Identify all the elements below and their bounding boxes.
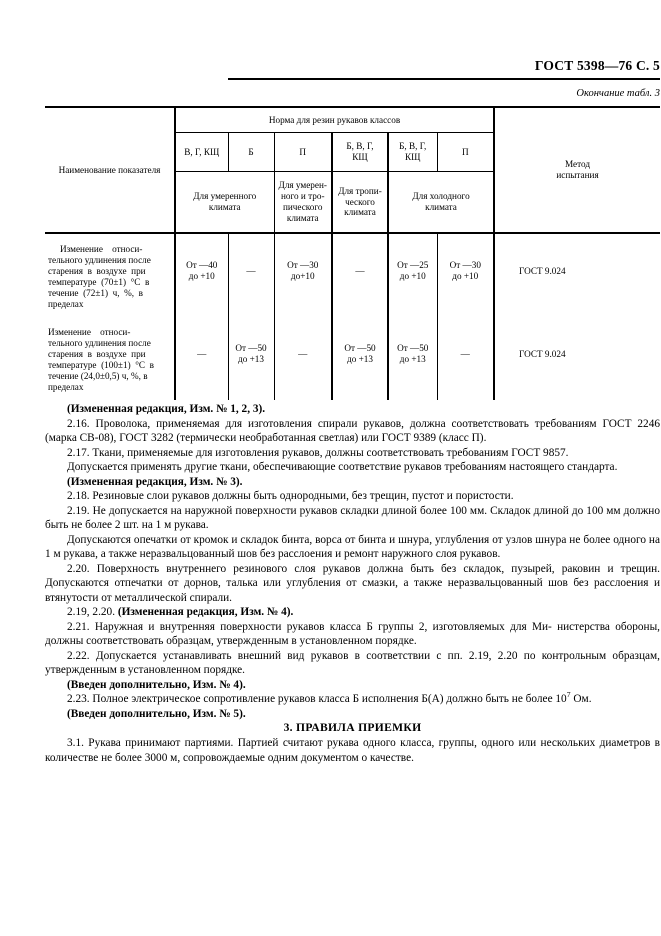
row-indicator: Изменение относи- тельного удлинения после старения в воздухе при температуре (70±1) °С в течение (72±1) ч, %, в пределах (48, 244, 151, 309)
paragraph-2-16: 2.16. Проволока, применяемая для изготовления спирали рукавов, должна соответствовать требованиям ГОСТ 2246 (марка СВ-08), ГОСТ 3282 (термически необработанная светлая) или ГОСТ 9389 (класс П). (45, 417, 660, 445)
header-class-5: Б, В, Г, КЩ (388, 133, 437, 172)
table-caption: Окончание табл. 3 (576, 88, 660, 99)
header-norm-group: Норма для резин рукавов классов (175, 107, 494, 133)
header-climate-4: Для холодного климата (388, 172, 494, 234)
paragraph-2-19b: Допускаются опечатки от кромок и складок бинта, ворса от бинта и шнура, углубления от узлов шнура не более одного на 1 м рукава, а также неразвальцованный шов без расслоения и ремонт наружного слоя рукавов. (45, 533, 660, 561)
header-class-1: В, Г, КЩ (175, 133, 228, 172)
table-header-row-group (45, 107, 660, 133)
row-value-5: От —25 до +10 (388, 233, 437, 317)
row-method: ГОСТ 9.024 (519, 348, 566, 359)
header-class-4: Б, В, Г, КЩ (332, 133, 388, 172)
paragraph-2-20: 2.20. Поверхность внутреннего резинового слоя рукавов должна быть без складок, пузырей, раковин и трещин. Допускаются отпечатки от дорнов, талька или углубления от смазки, а также неразвальцованный шов без расслоения и втянутости от металлической спирали. (45, 562, 660, 604)
header-climate-1: Для умеренного климата (175, 172, 274, 234)
paragraph-2-17: 2.17. Ткани, применяемые для изготовления рукавов, должны соответствовать требованиям ГОСТ 9857. (67, 446, 569, 459)
row-value-5: От —50 до +13 (388, 317, 437, 400)
header-method-line2: испытания (556, 170, 599, 180)
header-climate-2: Для умерен- ного и тро- пического климата (274, 172, 332, 234)
row-value-6: От —30 до +10 (437, 233, 494, 317)
row-value-4: От —50 до +13 (332, 317, 388, 400)
norms-table-wrap (45, 106, 660, 400)
note-ref-prefix: 2.19, 2.20. (67, 606, 118, 619)
paragraph-2-22: 2.22. Допускается устанавливать внешний вид рукавов в соответствии с пп. 2.19, 2.20 по контрольным образцам, утвержденным в установленном порядке. (45, 649, 660, 677)
row-value-2: — (228, 233, 274, 317)
header-rule (228, 78, 660, 80)
header-indicator: Наименование показателя (45, 107, 175, 233)
row-value-2: От —50 до +13 (228, 317, 274, 400)
row-value-1: От —40 до +10 (175, 233, 228, 317)
row-value-1: — (175, 317, 228, 400)
row-value-3: — (274, 317, 332, 400)
header-climate-3: Для тропи- ческого климата (332, 172, 388, 234)
note-izm-3: (Измененная редакция, Изм. № 3). (67, 475, 243, 488)
note-vveden-5: (Введен дополнительно, Изм. № 5). (67, 707, 246, 720)
running-head: ГОСТ 5398—76 С. 5 (534, 58, 660, 73)
paragraph-2-19: 2.19. Не допускается на наружной поверхности рукавов складки длиной более 100 мм. Складок длиной до 100 мм должно быть не более 2 шт. на 1 м рукава. (45, 504, 660, 532)
paragraph-2-18: 2.18. Резиновые слои рукавов должны быть однородными, без трещин, пустот и пористости. (67, 490, 514, 503)
row-value-4: — (332, 233, 388, 317)
body-text (45, 402, 660, 765)
table-row (45, 233, 660, 317)
row-value-3: От —30 до+10 (274, 233, 332, 317)
header-class-3: П (274, 133, 332, 172)
paragraph-2-23-b: Ом. (570, 693, 592, 706)
paragraph-2-23-exponent: 7 (566, 690, 571, 700)
header-method-line1: Метод (565, 159, 591, 170)
table-row (45, 317, 660, 400)
note-izm-1-2-3: (Измененная редакция, Изм. № 1, 2, 3). (67, 403, 266, 415)
row-method: ГОСТ 9.024 (519, 265, 566, 276)
header-class-2: Б (228, 133, 274, 172)
paragraph-2-21: 2.21. Наружная и внутренняя поверхности рукавов класса Б группы 2, изготовляемых для Ми- нистерства обороны, должны соответствовать образцам, утвержденным в установленном порядке. (45, 620, 660, 648)
paragraph-2-23 (45, 692, 660, 707)
paragraph-3-1: 3.1. Рукава принимают партиями. Партией считают рукава одного класса, группы, одного или нескольких диаметров в количестве не более 3000 м, сопровождаемые одним документом о качестве. (45, 737, 660, 764)
note-2-19-2-20 (45, 605, 660, 620)
section-title-3: 3. ПРАВИЛА ПРИЕМКИ (283, 721, 422, 735)
row-value-6: — (437, 317, 494, 400)
paragraph-2-23-a: 2.23. Полное электрическое сопротивление рукавов класса Б исполнения Б(А) должно быть не более 10 (67, 693, 567, 706)
note-izm-4-inline: (Измененная редакция, Изм. № 4). (117, 606, 294, 619)
paragraph-2-17b: Допускается применять другие ткани, обеспечивающие соответствие рукавов требованиям настоящего стандарта. (67, 461, 618, 474)
row-indicator: Изменение относи- тельного удлинения после старения в воздухе при температуре (100±1) °С в течение (24,0±0,5) ч, %, в пределах (48, 327, 154, 392)
header-method (494, 107, 660, 233)
header-class-6: П (437, 133, 494, 172)
norms-table (45, 106, 660, 400)
note-vveden-4: (Введен дополнительно, Изм. № 4). (67, 678, 246, 691)
